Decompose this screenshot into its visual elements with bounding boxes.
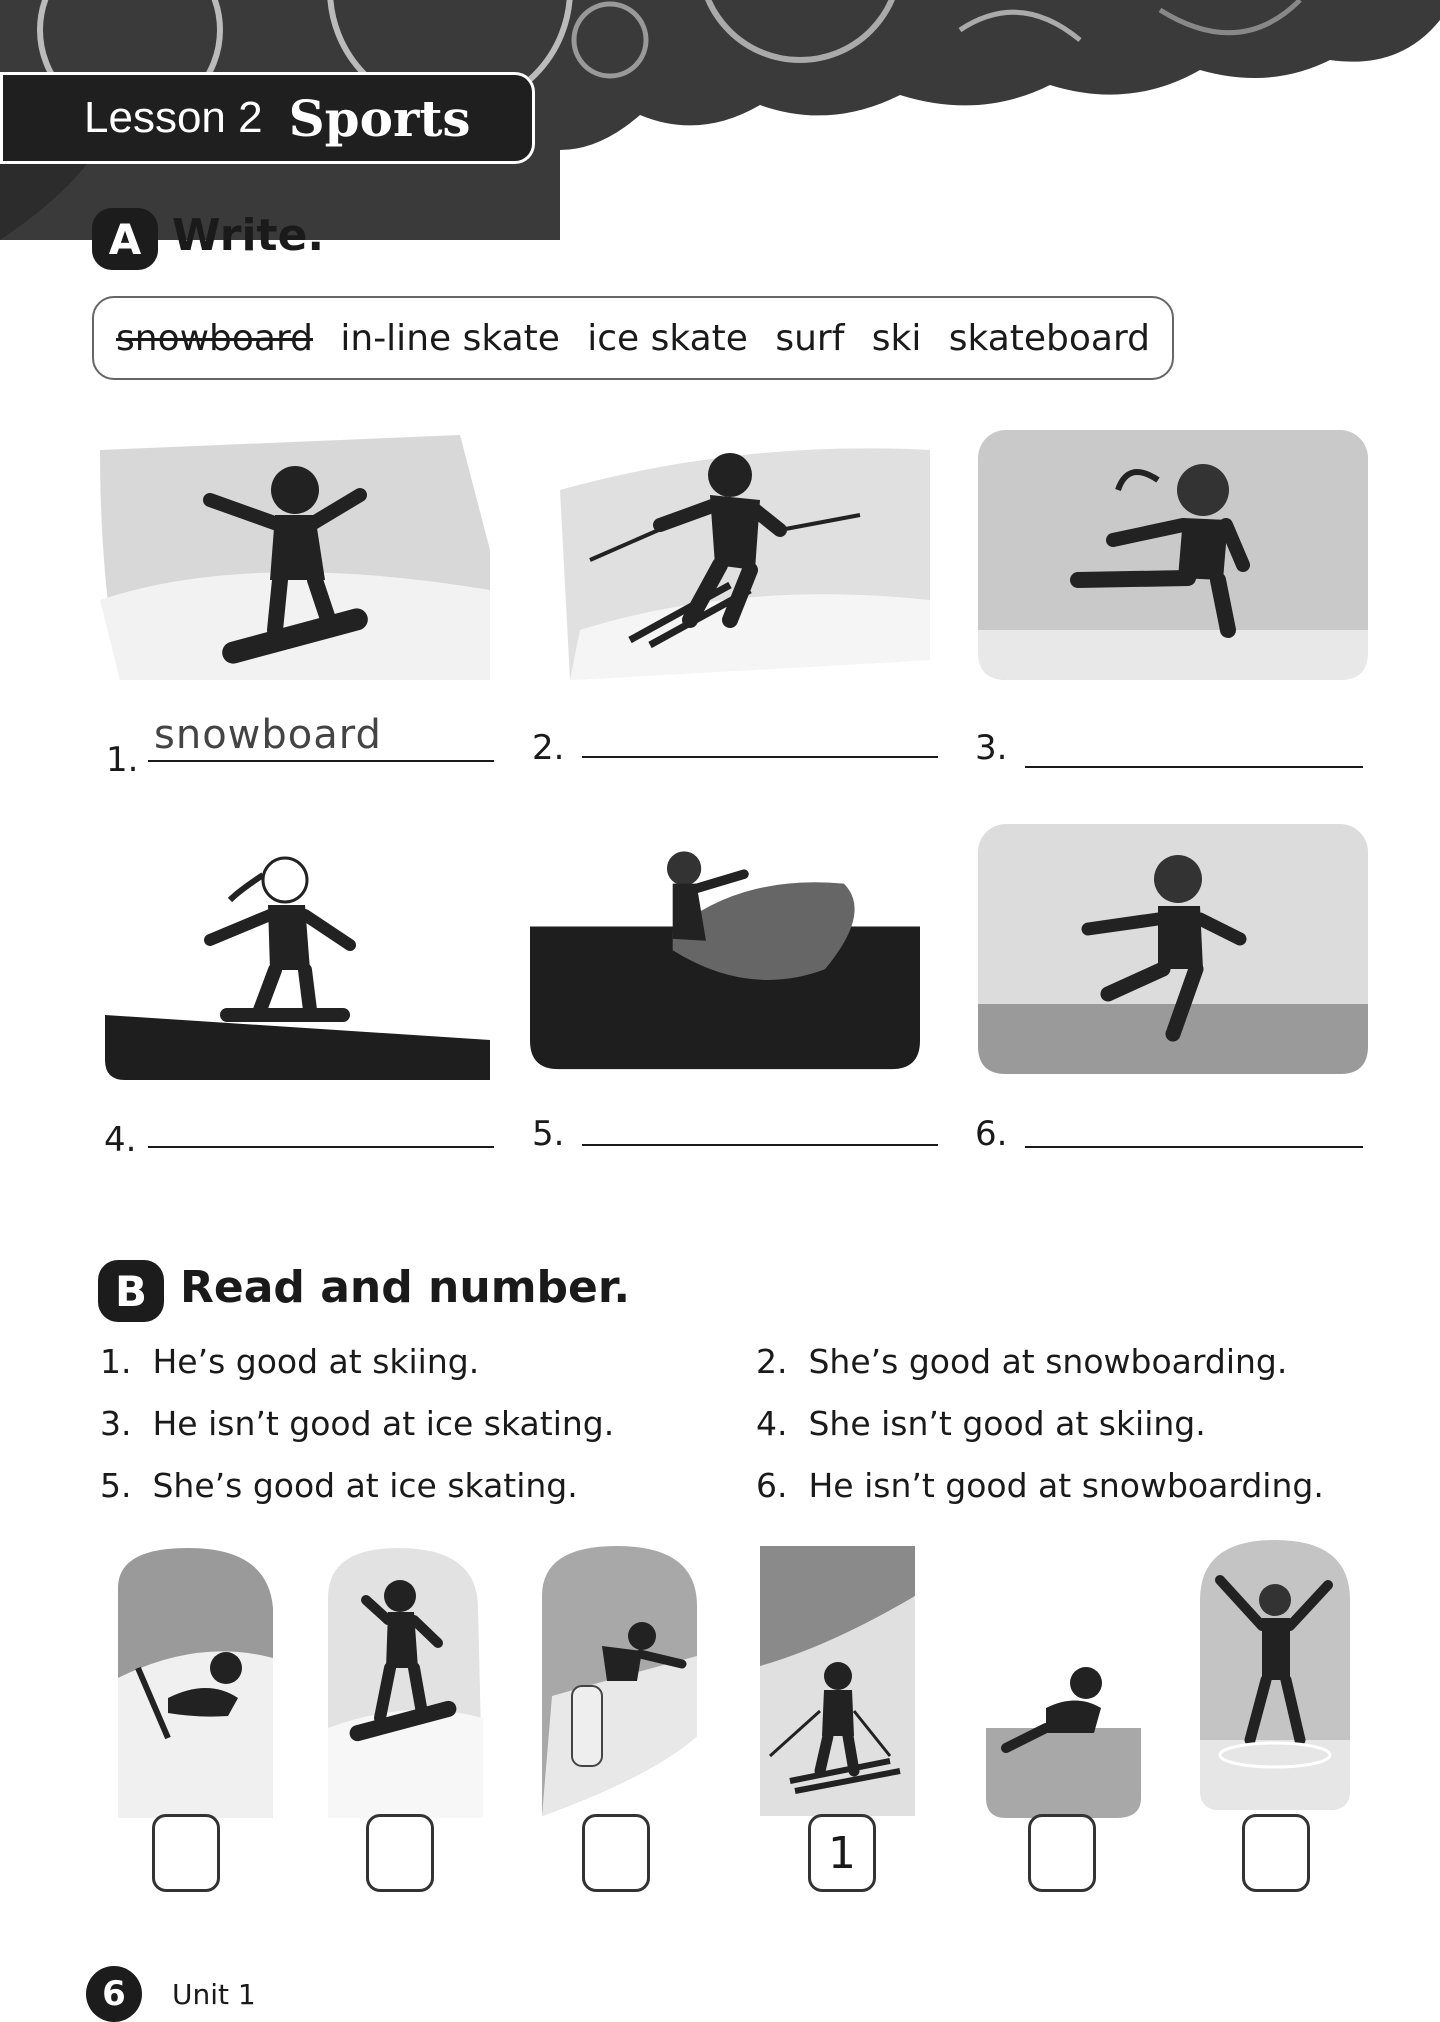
lesson-header <box>0 72 535 164</box>
number-answer-box[interactable] <box>1028 1814 1096 1892</box>
section-a-title: Write. <box>172 210 325 261</box>
number-answer-box[interactable] <box>582 1814 650 1892</box>
item-number: 6. <box>975 1114 1008 1154</box>
sentence <box>756 1342 1287 1381</box>
sentence <box>100 1404 614 1443</box>
ice-skater-picture <box>978 430 1368 680</box>
sentence <box>756 1404 1206 1443</box>
snowboarder-picture <box>100 430 490 680</box>
sentence-number: 1. <box>100 1342 132 1381</box>
number-answer-box[interactable] <box>1242 1814 1310 1892</box>
sentence-number: 3. <box>100 1404 132 1443</box>
word-bank-item: ice skate <box>587 317 748 359</box>
item-number: 4. <box>104 1120 137 1160</box>
inline-skater-picture <box>978 824 1368 1074</box>
sentence-number: 5. <box>100 1466 132 1505</box>
snowboarding-boy-picture <box>318 1548 488 1818</box>
sentence-text: He isn’t good at ice skating. <box>152 1404 615 1443</box>
skier-picture <box>540 430 930 680</box>
answer-line[interactable] <box>1025 722 1363 768</box>
item-number: 5. <box>532 1114 565 1154</box>
word-bank-item: ski <box>871 317 922 359</box>
item-number: 3. <box>975 728 1008 768</box>
section-a-badge: A <box>92 208 158 270</box>
word-bank-item: snowboard <box>116 317 313 359</box>
number-answer-box[interactable]: 1 <box>808 1814 876 1892</box>
sentence <box>756 1466 1324 1505</box>
sentence <box>100 1466 578 1505</box>
sentence-text: She’s good at snowboarding. <box>808 1342 1288 1381</box>
answer-line[interactable] <box>148 1102 494 1148</box>
answer-line[interactable] <box>582 712 938 758</box>
lesson-title: Sports <box>288 88 471 148</box>
number-answer-box[interactable] <box>366 1814 434 1892</box>
answer-line[interactable] <box>148 712 494 762</box>
sentence-number: 4. <box>756 1404 788 1443</box>
snowboarding-girl-picture <box>532 1546 702 1816</box>
sentence-number: 6. <box>756 1466 788 1505</box>
number-answer-box[interactable] <box>152 1814 220 1892</box>
item-number: 1. <box>106 740 139 780</box>
skiing-boy-picture <box>750 1546 920 1816</box>
fallen-skater-picture <box>976 1548 1146 1818</box>
skateboarder-picture <box>100 830 490 1080</box>
unit-label: Unit 1 <box>172 1978 256 2011</box>
answer-line[interactable] <box>582 1100 938 1146</box>
sentence-text: He’s good at skiing. <box>152 1342 480 1381</box>
answer-text: snowboard <box>154 712 382 758</box>
sentence-text: She isn’t good at skiing. <box>808 1404 1206 1443</box>
item-number: 2. <box>532 728 565 768</box>
sentence-number: 2. <box>756 1342 788 1381</box>
word-bank-item: surf <box>775 317 845 359</box>
sentence-text: She’s good at ice skating. <box>152 1466 578 1505</box>
ice-skating-girl-picture <box>1190 1540 1360 1810</box>
page-number: 6 <box>86 1966 142 2022</box>
word-bank <box>92 296 1174 380</box>
section-b-title: Read and number. <box>180 1262 631 1313</box>
surfer-picture <box>530 830 920 1080</box>
lesson-label: Lesson 2 <box>84 93 263 142</box>
section-b-badge: B <box>98 1260 164 1322</box>
fallen-skier-picture <box>108 1548 278 1818</box>
word-bank-item: in-line skate <box>340 317 560 359</box>
word-bank-item: skateboard <box>948 317 1150 359</box>
sentence-text: He isn’t good at snowboarding. <box>808 1466 1324 1505</box>
answer-line[interactable] <box>1025 1102 1363 1148</box>
sentence <box>100 1342 479 1381</box>
